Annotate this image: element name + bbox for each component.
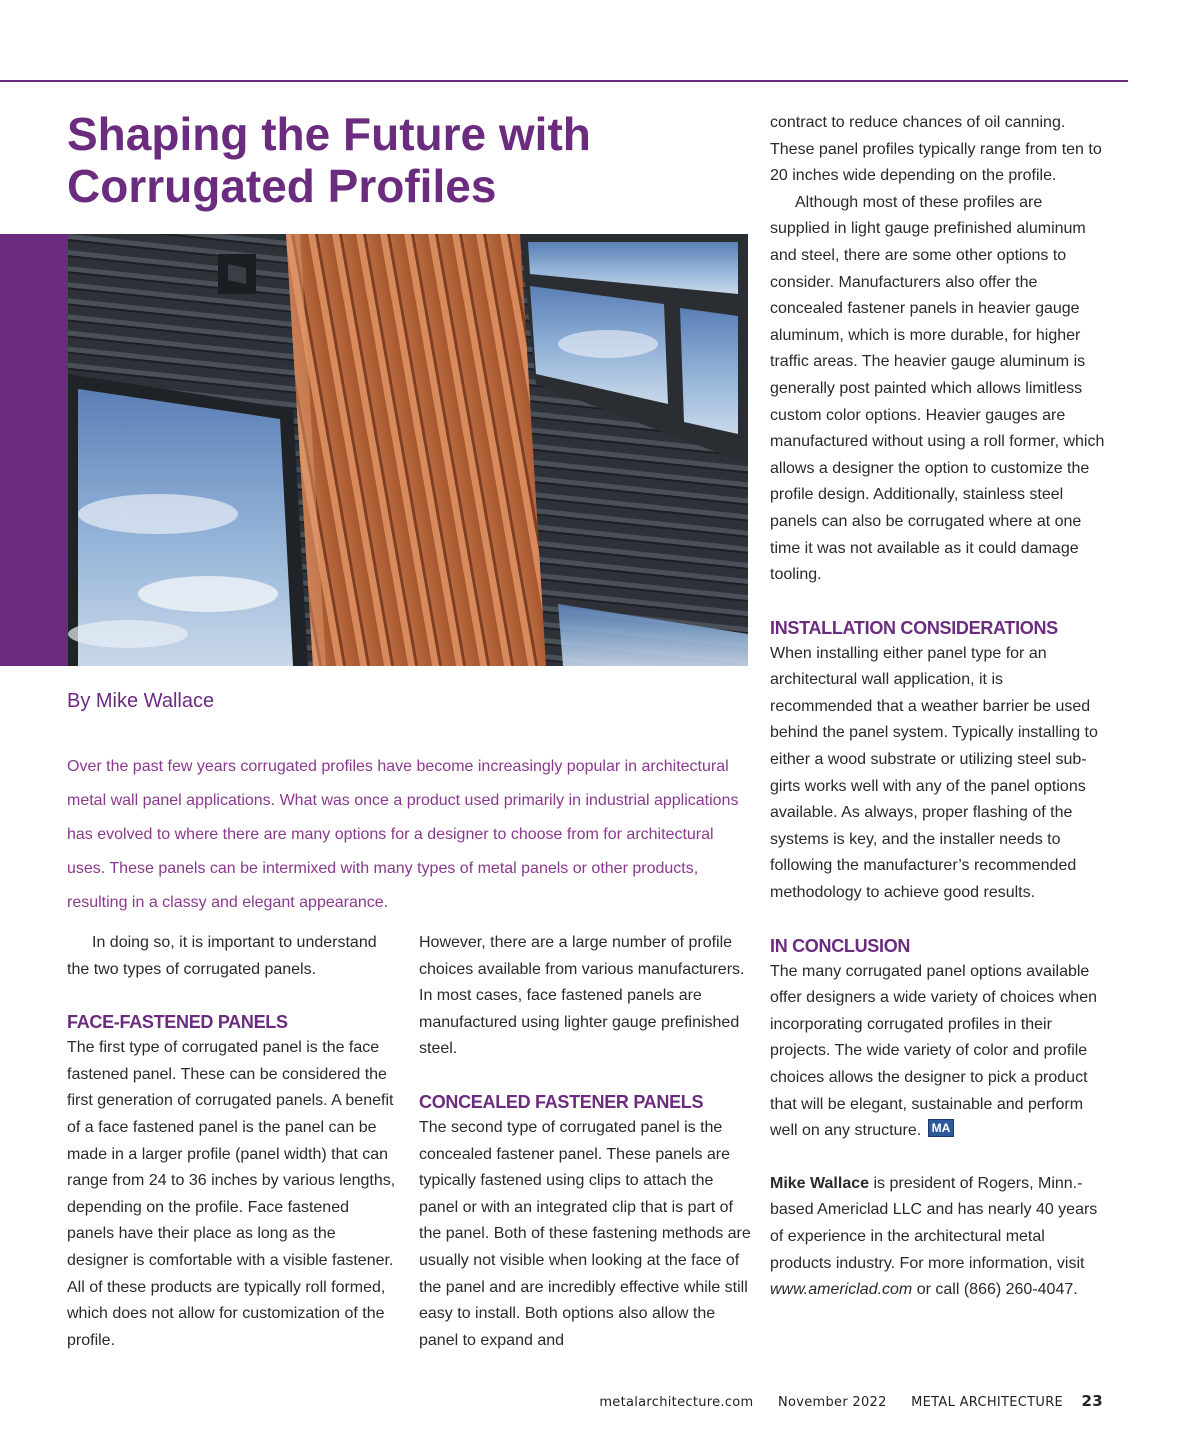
column-3 — [770, 110, 1105, 1304]
byline: By Mike Wallace — [67, 690, 215, 712]
column-2 — [419, 930, 752, 1354]
body-paragraph: The first type of corrugated panel is the face fastened panel. These can be considered the first generation of corrugated panels. A benefit of a face fastened panel is the panel can be made in a larger profile (panel width) that can range from 24 to 36 inches by various lengths, depending on the profile. Face fastened panels have their place as long as the designer is comfortable with a visible fastener. All of these products are typically roll formed, which does not allow for customization of the profile. — [67, 1039, 396, 1349]
article-title — [67, 108, 747, 212]
footer-site: metalarchitecture.com — [599, 1395, 754, 1410]
section-heading-conclusion: IN CONCLUSION — [770, 935, 911, 956]
section-heading-face-fastened: FACE-FASTENED PANELS — [67, 1012, 288, 1033]
body-paragraph: contract to reduce chances of oil canning. These panel profiles typically range from ten to 20 inches wide depending on the profile. — [770, 114, 1102, 185]
body-paragraph: When installing either panel type for an architectural wall application, it is recommended that a weather barrier be used behind the panel system. Typically installing to either a wood substrate or utilizing steel sub-girts works well with any of the panel options available. As always, proper flashing of the systems is key, and the installer needs to following the manufacturer’s recommended methodology to achieve good results. — [770, 644, 1098, 902]
body-paragraph — [770, 959, 1105, 1145]
title-line-2: Corrugated Profiles — [67, 160, 497, 212]
section-heading-installation: INSTALLATION CONSIDERATIONS — [770, 617, 1058, 638]
intro-paragraph: Over the past few years corrugated profiles have become increasingly popular in architectural metal wall panel applications. What was once a product used primarily in industrial applications has evolved to where there are many options for a designer to choose from for architectural uses. These panels can be intermixed with many types of metal panels or other products, resulting in a classy and elegant appearance. — [67, 758, 739, 911]
body-paragraph: The second type of corrugated panel is the concealed fastener panel. These panels are typically fastened using clips to attach the panel or with an integrated clip that is part of the panel. Both of these fastening methods are usually not visible when looking at the face of the panel and are incredibly effective while still easy to install. Both options also allow the panel to expand and — [419, 1118, 751, 1349]
top-rule — [0, 80, 1128, 82]
footer-magazine: METAL ARCHITECTURE — [911, 1395, 1064, 1410]
facade-photo — [68, 234, 748, 666]
magazine-logo-icon: MA — [928, 1119, 955, 1137]
bio-phone: or call (866) 260-4047. — [912, 1281, 1078, 1299]
page-footer — [0, 1392, 1103, 1410]
body-paragraph: In doing so, it is important to understand the two types of corrugated panels. — [67, 934, 377, 978]
body-paragraph: However, there are a large number of profile choices available from various manufacturers. In most cases, face fastened panels are manufactured using lighter gauge prefinished steel. — [419, 934, 745, 1058]
bio-text: is president of Rogers, Minn.-based Americlad LLC and has nearly 40 years of experience in the architectural metal products industry. For more information, visit — [770, 1174, 1098, 1272]
author-bio — [770, 1171, 1105, 1304]
conclusion-text: The many corrugated panel options available offer designers a wide variety of choices when incorporating corrugated profiles in their projects. The wide variety of color and profile choices allows the designer to pick a product that will be elegant, sustainable and perform well on any structure. — [770, 962, 1097, 1140]
footer-date: November 2022 — [777, 1395, 887, 1410]
column-1 — [67, 930, 400, 1354]
accent-bar — [0, 234, 68, 666]
body-paragraph: Although most of these profiles are supplied in light gauge prefinished aluminum and steel, there are some other options to consider. Manufacturers also offer the concealed fastener panels in heavier gauge aluminum, which is more durable, for higher traffic areas. The heavier gauge aluminum is generally post painted which allows limitless custom color options. Heavier gauges are manufactured without using a roll former, which allows a designer the option to customize the profile design. Additionally, stainless steel panels can also be corrugated where at one time it was not available as it could damage tooling. — [770, 193, 1105, 584]
author-name: Mike Wallace — [770, 1174, 870, 1192]
page-number: 23 — [1081, 1392, 1103, 1410]
author-website: www.americlad.com — [770, 1281, 913, 1299]
title-line-1: Shaping the Future with — [67, 108, 591, 160]
section-heading-concealed-fastener: CONCEALED FASTENER PANELS — [419, 1091, 704, 1112]
